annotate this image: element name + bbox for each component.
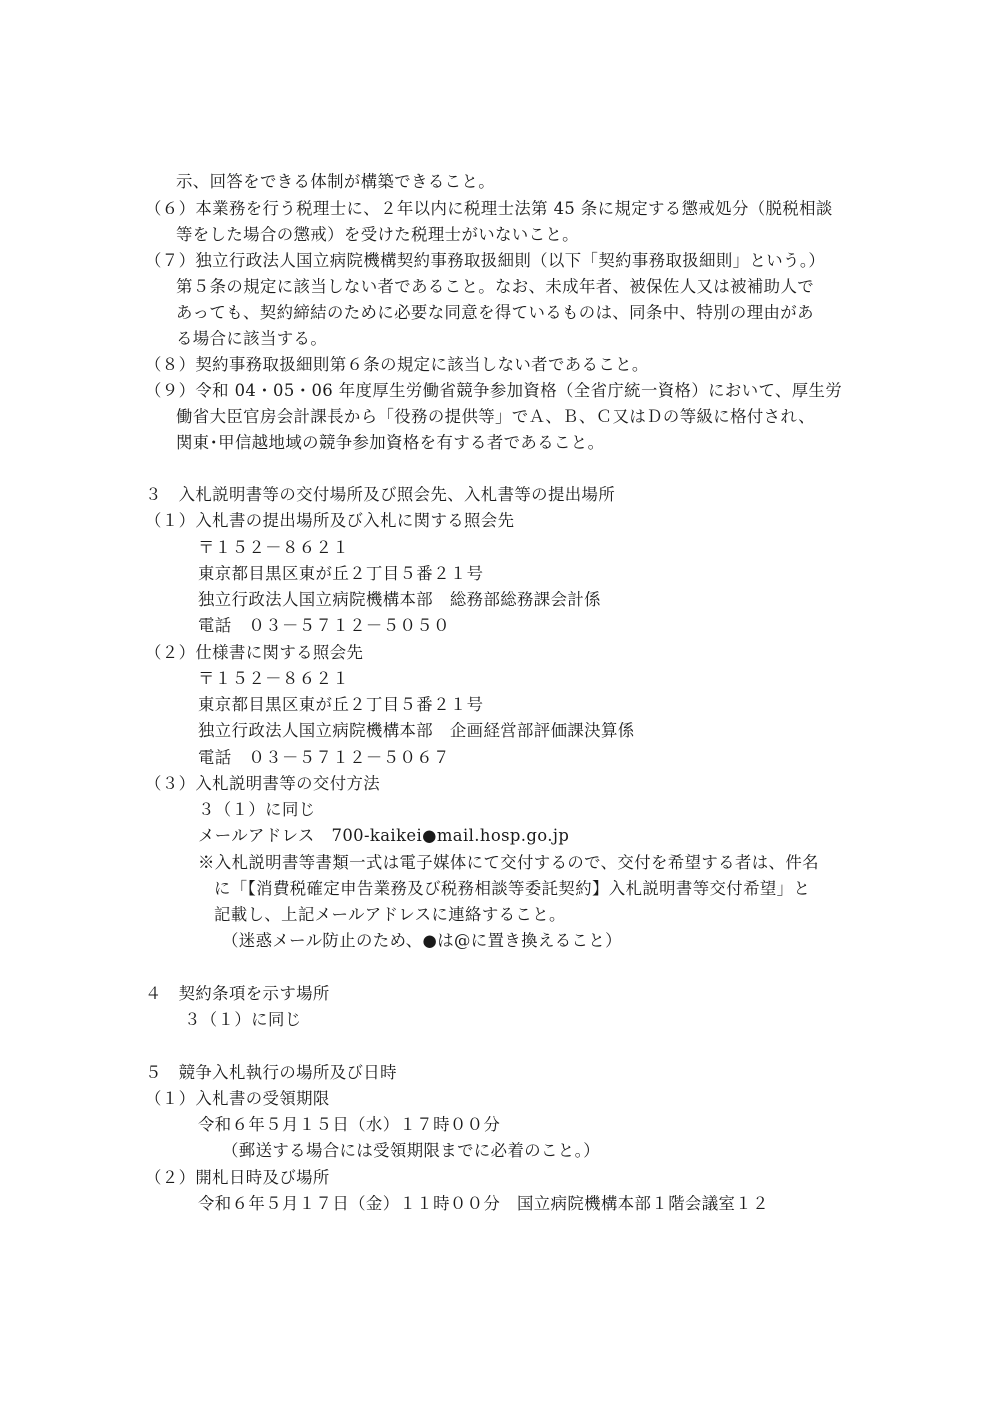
address: 東京都目黒区東が丘２丁目５番２１号 [198, 564, 484, 583]
subsection-heading: （１）入札書の受領期限 [145, 1089, 330, 1108]
section-heading-5: ５ 競争入札執行の場所及び日時 [145, 1063, 397, 1082]
list-item-6: （６）本業務を行う税理士に、２年以内に税理士法第 45 条に規定する懲戒処分（脱税相談 [145, 199, 833, 218]
text-line: あっても、契約締結のために必要な同意を得ているものは、同条中、特別の理由があ [176, 303, 814, 322]
phone: 電話 ０３－５７１２－５０６７ [198, 748, 450, 767]
note: （郵送する場合には受領期限までに必着のこと。） [222, 1141, 600, 1160]
section-heading-4: ４ 契約条項を示す場所 [145, 984, 330, 1003]
department: 独立行政法人国立病院機構本部 総務部総務課会計係 [198, 590, 601, 609]
text-line: 働省大臣官房会計課長から「役務の提供等」でＡ、Ｂ、Ｃ又はＤの等級に格付され、 [176, 407, 816, 426]
list-item-8: （８）契約事務取扱細則第６条の規定に該当しない者であること。 [145, 355, 649, 374]
subsection-heading: （１）入札書の提出場所及び入札に関する照会先 [145, 511, 515, 530]
email-address: メールアドレス 700-kaikei●mail.hosp.go.jp [198, 826, 570, 845]
note: 記載し、上記メールアドレスに連絡すること。 [214, 905, 566, 924]
postal-code: 〒１５２－８６２１ [198, 669, 350, 688]
text-line: 示、回答をできる体制が構築できること。 [176, 172, 496, 191]
postal-code: 〒１５２－８６２１ [198, 538, 350, 557]
text-line: る場合に該当する。 [176, 329, 328, 348]
phone: 電話 ０３－５７１２－５０５０ [198, 616, 450, 635]
department: 独立行政法人国立病院機構本部 企画経営部評価課決算係 [198, 721, 635, 740]
text-line: ３（１）に同じ [184, 1010, 302, 1029]
subsection-heading: （２）仕様書に関する照会先 [145, 643, 364, 662]
note: に「【消費税確定申告業務及び税務相談等委託契約】入札説明書等交付希望」と [214, 879, 811, 898]
text-line: 等をした場合の懲戒）を受けた税理士がいないこと。 [176, 225, 579, 244]
note: ※入札説明書等書類一式は電子媒体にて交付するので、交付を希望する者は、件名 [198, 853, 819, 872]
section-heading-3: ３ 入札説明書等の交付場所及び照会先、入札書等の提出場所 [145, 485, 616, 504]
address: 東京都目黒区東が丘２丁目５番２１号 [198, 695, 484, 714]
deadline: 令和６年５月１５日（水）１７時００分 [198, 1115, 501, 1134]
list-item-7: （７）独立行政法人国立病院機構契約事務取扱細則（以下「契約事務取扱細則」という。） [145, 251, 826, 270]
subsection-heading: （３）入札説明書等の交付方法 [145, 774, 381, 793]
list-item-9: （９）令和 04・05・06 年度厚生労働省競争参加資格（全省庁統一資格）において、厚生労 [145, 381, 843, 400]
subsection-heading: （２）開札日時及び場所 [145, 1168, 330, 1187]
note: （迷惑メール防止のため、●は@に置き換えること） [222, 931, 622, 950]
text-line: ３（１）に同じ [198, 800, 316, 819]
text-line: 関東･甲信越地域の競争参加資格を有する者であること。 [176, 433, 605, 452]
text-line: 第５条の規定に該当しない者であること。なお、未成年者、被保佐人又は被補助人で [176, 277, 815, 296]
opening-datetime: 令和６年５月１７日（金）１１時００分 国立病院機構本部１階会議室１２ [198, 1194, 769, 1213]
